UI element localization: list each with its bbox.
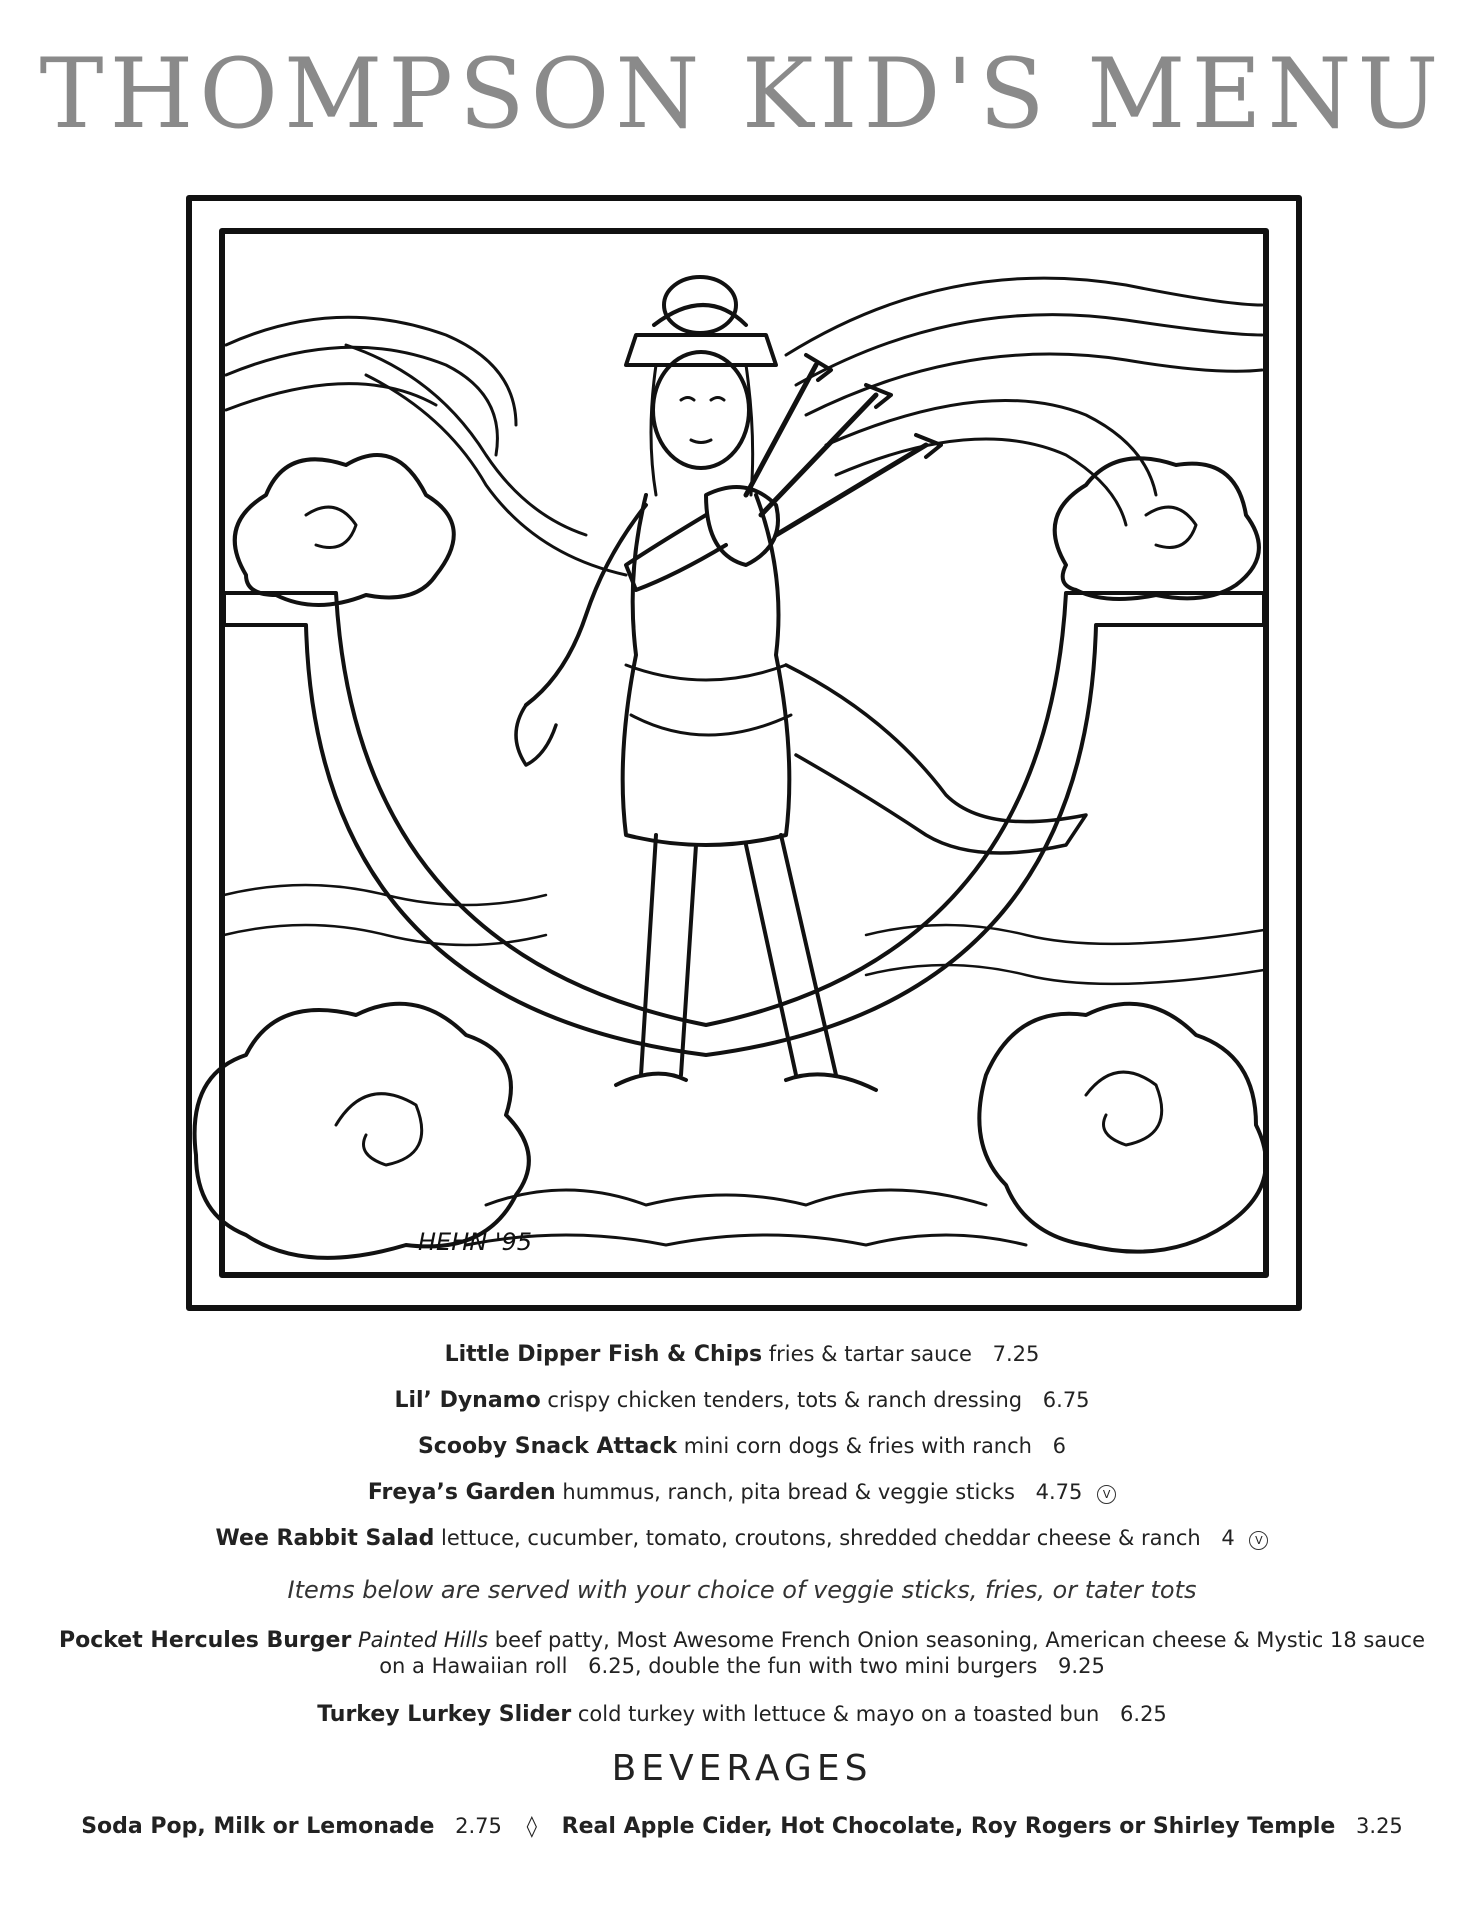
item-price: 6.25: [1120, 1702, 1167, 1726]
item-name: Scooby Snack Attack: [417, 1434, 678, 1459]
menu-item-burger-cont: [0, 1652, 1484, 1680]
beverages-heading: BEVERAGES: [611, 1748, 873, 1789]
menu-item-burger: [0, 1626, 1484, 1655]
item-price: 4.75: [1035, 1480, 1083, 1504]
item-price: 7.25: [992, 1342, 1040, 1366]
menu-title: THOMPSON KID'S MENU: [39, 38, 1445, 150]
item-desc: fries & tartar sauce: [768, 1342, 972, 1366]
diamond-separator-icon: ◊: [526, 1814, 537, 1838]
menu-item: [0, 1432, 1484, 1461]
beverages-line: [0, 1812, 1484, 1841]
menu-item: [0, 1478, 1484, 1507]
beverage-price: 3.25: [1356, 1814, 1403, 1838]
artist-signature: HEHN '95: [418, 1228, 532, 1256]
beverage-name: Soda Pop, Milk or Lemonade: [81, 1814, 435, 1839]
item-brand: Painted Hills: [358, 1628, 489, 1652]
menu-item: [0, 1386, 1484, 1415]
item-price: 4: [1221, 1526, 1235, 1550]
item-name: Pocket Hercules Burger: [58, 1628, 352, 1653]
menu-item: [0, 1524, 1484, 1553]
item-price-double: 9.25: [1058, 1654, 1105, 1678]
beverage-price: 2.75: [455, 1814, 502, 1838]
item-desc: lettuce, cucumber, tomato, croutons, shredded cheddar cheese & ranch: [441, 1526, 1201, 1550]
vegetarian-icon: V: [1097, 1485, 1116, 1504]
item-price: 6.25, double the fun with two mini burgers: [588, 1654, 1038, 1678]
item-desc: beef patty, Most Awesome French Onion seasoning, American cheese & Mystic 18 sauce: [494, 1628, 1426, 1652]
item-price: 6.75: [1042, 1388, 1090, 1412]
item-name: Lil’ Dynamo: [394, 1388, 541, 1413]
vegetarian-icon: V: [1249, 1531, 1268, 1550]
item-name: Wee Rabbit Salad: [215, 1526, 435, 1551]
item-desc-cont: on a Hawaiian roll: [379, 1654, 568, 1678]
served-with-note: Items below are served with your choice of veggie sticks, fries, or tater tots: [287, 1576, 1197, 1604]
beverage-name: Real Apple Cider, Hot Chocolate, Roy Rogers or Shirley Temple: [561, 1814, 1336, 1839]
item-desc: cold turkey with lettuce & mayo on a toasted bun: [577, 1702, 1100, 1726]
item-name: Little Dipper Fish & Chips: [444, 1342, 763, 1367]
item-name: Turkey Lurkey Slider: [317, 1702, 572, 1727]
bagpiper-goddess-illustration: [186, 195, 1302, 1311]
item-desc: crispy chicken tenders, tots & ranch dressing: [547, 1388, 1023, 1412]
item-desc: mini corn dogs & fries with ranch: [683, 1434, 1032, 1458]
item-price: 6: [1052, 1434, 1067, 1458]
item-name: Freya’s Garden: [367, 1480, 556, 1505]
menu-item: [0, 1340, 1484, 1369]
item-desc: hummus, ranch, pita bread & veggie sticks: [562, 1480, 1015, 1504]
menu-item: [0, 1700, 1484, 1729]
